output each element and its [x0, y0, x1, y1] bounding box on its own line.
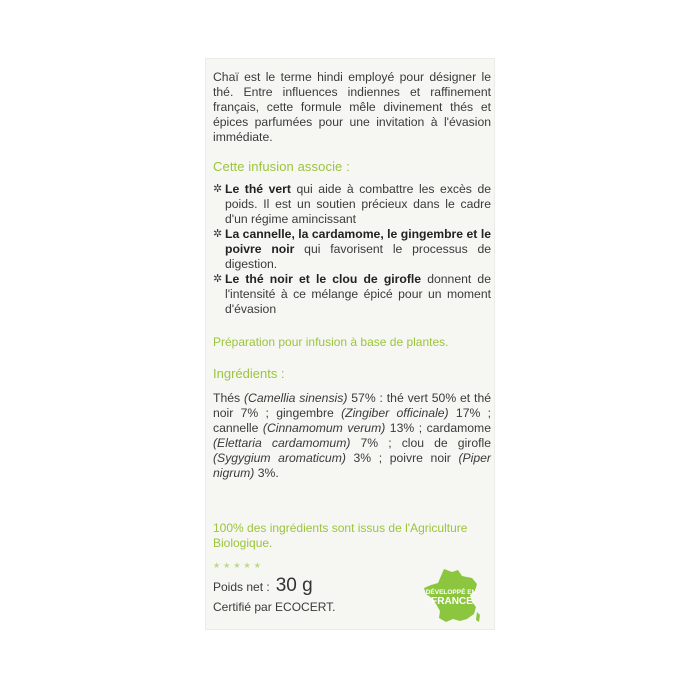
france-map-icon	[422, 567, 482, 625]
weight-label: Poids net :	[213, 580, 270, 594]
benefit-bold: La cannelle, la cardamome, le gingembre et le poivre noir	[225, 227, 491, 256]
asterisk-icon: ✲	[213, 183, 223, 195]
benefit-bold: Le thé vert	[225, 182, 291, 196]
benefit-text: qui aide à combattre les excès de poids. Il est un soutien précieux dans le cadre d'un régime amincissant	[225, 182, 491, 226]
label-content	[213, 70, 491, 615]
weight-value: 30 g	[275, 575, 313, 596]
asterisk-icon: ✲	[213, 228, 223, 240]
intro-text: Chaï est le terme hindi employé pour désigner le thé. Entre influences indiennes et raffinement français, cette formule mêle divinement thés et épices parfumées pour une invitation à l'évasion immédiate.	[213, 70, 491, 144]
benefit-item	[213, 182, 491, 227]
ingredients-title: Ingrédients :	[213, 366, 285, 381]
stars-row: ★★★★★	[213, 561, 264, 570]
benefit-item	[213, 227, 491, 272]
asterisk-icon: ✲	[213, 273, 223, 285]
ingredients-text: Thés (Camellia sinensis) 57% : thé vert 50% et thé noir 7% ; gingembre (Zingiber officinale) 17% ; cannelle (Cinnamomum verum) 13% ; cardamome (Elettaria cardamomum) 7% ; clou de girofle (Sygygium aromaticum) 3% ; poivre noir (Piper nigrum) 3%.	[213, 391, 491, 480]
benefit-bold: Le thé noir et le clou de girofle	[225, 272, 422, 286]
benefits-list	[213, 182, 491, 317]
benefit-item	[213, 272, 491, 317]
benefit-text: qui favorisent le processus de digestion.	[225, 242, 492, 271]
badge-line1: DÉVELOPPÉ EN	[425, 589, 477, 596]
preparation-text: Préparation pour infusion à base de plantes.	[213, 335, 449, 349]
organic-statement: 100% des ingrédients sont issus de l'Agriculture Biologique.	[213, 521, 468, 550]
benefit-text: donnent de l'intensité à ce mélange épicé pour un moment d'évasion	[225, 272, 491, 316]
badge-line2: FRANCE	[431, 596, 473, 607]
infusion-title: Cette infusion associe :	[213, 159, 350, 174]
certification-text: Certifié par ECOCERT.	[213, 600, 336, 614]
